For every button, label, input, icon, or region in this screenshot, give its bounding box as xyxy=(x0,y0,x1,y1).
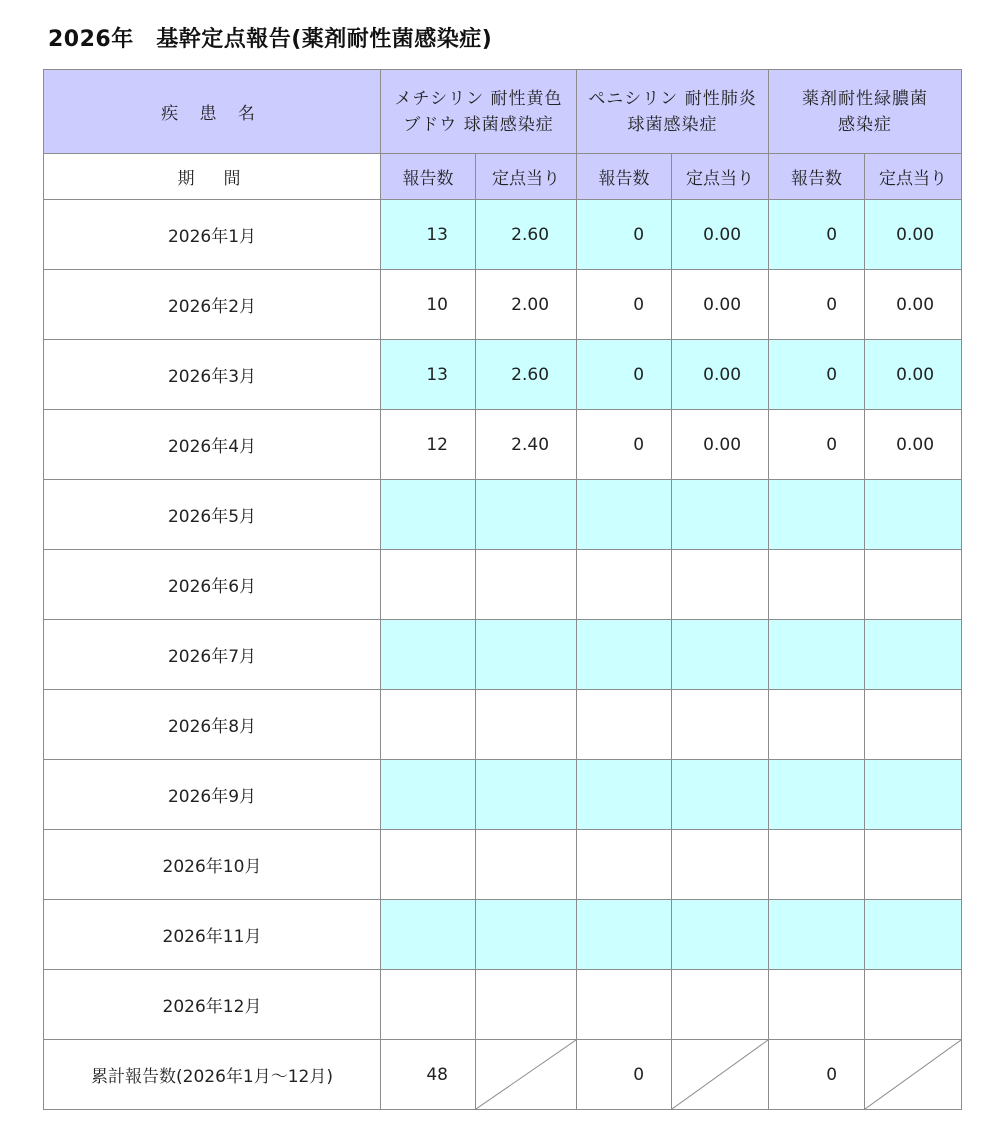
prsp-rate-cell xyxy=(672,480,769,550)
mdrp-count-cell xyxy=(769,900,865,970)
period-cell: 2026年5月 xyxy=(44,480,381,550)
mdrp-count-cell: 0 xyxy=(769,270,865,340)
mdrp-rate-cell: 0.00 xyxy=(865,270,962,340)
period-cell: 2026年1月 xyxy=(44,200,381,270)
prsp-count-cell: 0 xyxy=(577,410,672,480)
prsp-rate-cell: 0.00 xyxy=(672,200,769,270)
mrsa-rate-cell xyxy=(476,690,577,760)
mrsa-rate-cell xyxy=(476,620,577,690)
period-cell: 2026年6月 xyxy=(44,550,381,620)
mdrp-count-header: 報告数 xyxy=(769,154,865,200)
period-cell: 2026年3月 xyxy=(44,340,381,410)
mrsa-count-cell xyxy=(381,830,476,900)
table-row xyxy=(44,200,962,270)
disease-prsp-line1: ペニシリン 耐性肺炎 xyxy=(588,88,757,109)
table-row xyxy=(44,900,962,970)
mrsa-count-cell: 13 xyxy=(381,200,476,270)
period-cell: 2026年11月 xyxy=(44,900,381,970)
mrsa-rate-cell xyxy=(476,550,577,620)
prsp-count-cell xyxy=(577,690,672,760)
mrsa-rate-header: 定点当り xyxy=(476,154,577,200)
mrsa-rate-cell xyxy=(476,970,577,1040)
period-cell: 2026年12月 xyxy=(44,970,381,1040)
prsp-count-cell xyxy=(577,900,672,970)
prsp-rate-cell xyxy=(672,620,769,690)
table-row xyxy=(44,690,962,760)
prsp-rate-cell xyxy=(672,690,769,760)
mdrp-count-cell: 0 xyxy=(769,410,865,480)
mdrp-count-cell xyxy=(769,760,865,830)
mrsa-count-header: 報告数 xyxy=(381,154,476,200)
mdrp-rate-cell: 0.00 xyxy=(865,410,962,480)
table-row xyxy=(44,620,962,690)
page-title: 2026年 基幹定点報告(薬剤耐性菌感染症) xyxy=(48,27,493,52)
prsp-count-cell: 0 xyxy=(577,340,672,410)
mdrp-count-cell xyxy=(769,620,865,690)
mrsa-count-cell xyxy=(381,620,476,690)
prsp-count-header: 報告数 xyxy=(577,154,672,200)
mdrp-count-cell xyxy=(769,970,865,1040)
mdrp-count-cell: 0 xyxy=(769,340,865,410)
mrsa-cumulative-count: 48 xyxy=(381,1040,476,1110)
mrsa-rate-cell xyxy=(476,480,577,550)
mdrp-count-cell xyxy=(769,830,865,900)
period-cell: 2026年9月 xyxy=(44,760,381,830)
table-row xyxy=(44,760,962,830)
mrsa-rate-cell: 2.60 xyxy=(476,340,577,410)
mdrp-cumulative-rate-na xyxy=(865,1040,962,1110)
mrsa-rate-cell: 2.40 xyxy=(476,410,577,480)
prsp-cumulative-rate-na xyxy=(672,1040,769,1110)
mrsa-cumulative-rate-na xyxy=(476,1040,577,1110)
disease-mdrp-line2: 感染症 xyxy=(838,114,893,135)
disease-name-label: 疾 患 名 xyxy=(161,104,263,124)
mrsa-rate-cell: 2.00 xyxy=(476,270,577,340)
table-row xyxy=(44,830,962,900)
prsp-rate-cell: 0.00 xyxy=(672,340,769,410)
mdrp-rate-cell: 0.00 xyxy=(865,200,962,270)
diagonal-slash-icon xyxy=(865,1040,961,1109)
disease-prsp-line2: 球菌感染症 xyxy=(627,114,718,135)
mrsa-count-cell xyxy=(381,480,476,550)
prsp-count-cell: 0 xyxy=(577,270,672,340)
prsp-rate-cell xyxy=(672,760,769,830)
prsp-rate-cell: 0.00 xyxy=(672,270,769,340)
mrsa-count-cell: 13 xyxy=(381,340,476,410)
mrsa-count-cell: 12 xyxy=(381,410,476,480)
diagonal-slash-icon xyxy=(672,1040,768,1109)
table-row xyxy=(44,270,962,340)
disease-mrsa-line1: メチシリン 耐性黄色 xyxy=(394,88,563,109)
mdrp-count-cell xyxy=(769,480,865,550)
prsp-count-cell xyxy=(577,830,672,900)
mdrp-rate-cell xyxy=(865,830,962,900)
mdrp-cumulative-count: 0 xyxy=(769,1040,865,1110)
prsp-count-cell xyxy=(577,760,672,830)
mdrp-count-cell xyxy=(769,550,865,620)
mrsa-rate-cell xyxy=(476,760,577,830)
disease-name-header xyxy=(44,70,381,154)
prsp-rate-header: 定点当り xyxy=(672,154,769,200)
mdrp-count-cell: 0 xyxy=(769,200,865,270)
prsp-cumulative-count: 0 xyxy=(577,1040,672,1110)
cumulative-row xyxy=(44,1040,962,1110)
header-row-subcolumns xyxy=(44,154,962,200)
header-row-diseases xyxy=(44,70,962,154)
mdrp-rate-cell xyxy=(865,900,962,970)
prsp-rate-cell: 0.00 xyxy=(672,410,769,480)
prsp-count-cell xyxy=(577,480,672,550)
prsp-count-cell: 0 xyxy=(577,200,672,270)
period-header-label: 期 間 xyxy=(177,169,247,189)
mdrp-rate-cell xyxy=(865,760,962,830)
mdrp-rate-cell xyxy=(865,970,962,1040)
period-cell: 2026年2月 xyxy=(44,270,381,340)
mrsa-rate-cell xyxy=(476,830,577,900)
table-row xyxy=(44,480,962,550)
mdrp-rate-cell: 0.00 xyxy=(865,340,962,410)
prsp-count-cell xyxy=(577,550,672,620)
period-cell: 2026年4月 xyxy=(44,410,381,480)
prsp-count-cell xyxy=(577,620,672,690)
table-row xyxy=(44,550,962,620)
disease-header-mrsa xyxy=(381,70,577,154)
prsp-rate-cell xyxy=(672,550,769,620)
period-cell: 2026年7月 xyxy=(44,620,381,690)
mrsa-count-cell xyxy=(381,970,476,1040)
cumulative-label: 累計報告数(2026年1月～12月) xyxy=(44,1040,381,1110)
table-row xyxy=(44,970,962,1040)
disease-mrsa-line2: ブドウ 球菌感染症 xyxy=(403,114,554,135)
mdrp-rate-cell xyxy=(865,550,962,620)
mrsa-count-cell xyxy=(381,550,476,620)
report-table xyxy=(43,69,962,1110)
mdrp-rate-cell xyxy=(865,620,962,690)
mdrp-rate-cell xyxy=(865,480,962,550)
mrsa-count-cell xyxy=(381,760,476,830)
disease-mdrp-line1: 薬剤耐性緑膿菌 xyxy=(802,88,929,109)
mrsa-rate-cell: 2.60 xyxy=(476,200,577,270)
mdrp-count-cell xyxy=(769,690,865,760)
mrsa-count-cell xyxy=(381,690,476,760)
diagonal-slash-icon xyxy=(476,1040,576,1109)
mrsa-rate-cell xyxy=(476,900,577,970)
mrsa-count-cell xyxy=(381,900,476,970)
mrsa-count-cell: 10 xyxy=(381,270,476,340)
mdrp-rate-header: 定点当り xyxy=(865,154,962,200)
prsp-rate-cell xyxy=(672,970,769,1040)
table-row xyxy=(44,340,962,410)
prsp-rate-cell xyxy=(672,900,769,970)
period-cell: 2026年8月 xyxy=(44,690,381,760)
disease-header-prsp xyxy=(577,70,769,154)
prsp-count-cell xyxy=(577,970,672,1040)
period-header xyxy=(44,154,381,200)
period-cell: 2026年10月 xyxy=(44,830,381,900)
disease-header-mdrp xyxy=(769,70,962,154)
table-row xyxy=(44,410,962,480)
mdrp-rate-cell xyxy=(865,690,962,760)
prsp-rate-cell xyxy=(672,830,769,900)
